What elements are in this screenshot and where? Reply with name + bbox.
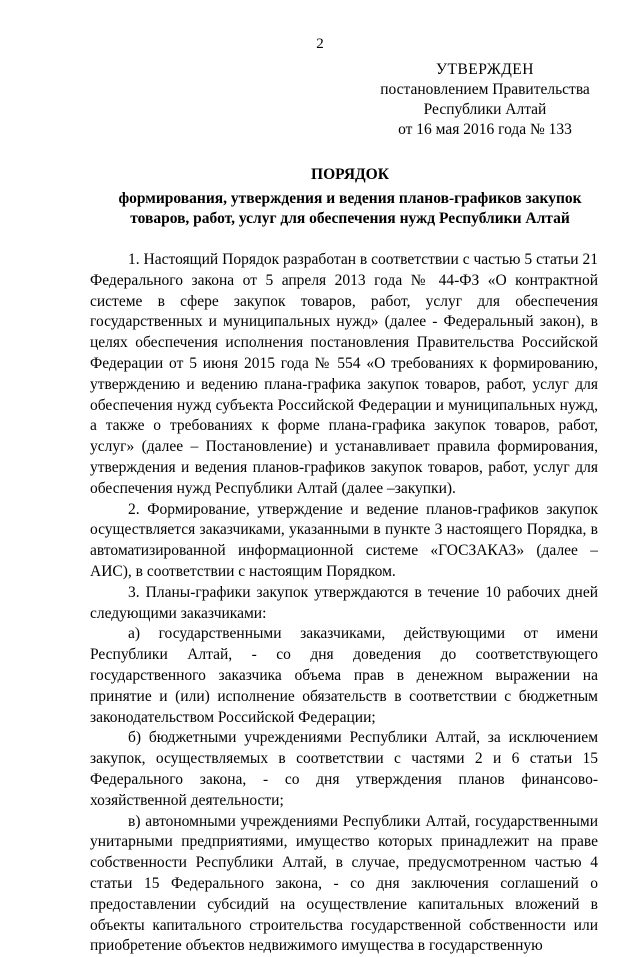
paragraph-3: 3. Планы-графики закупок утверждаются в течение 10 рабочих дней следующими заказчиками: (90, 583, 598, 622)
approval-line-date: от 16 мая 2016 года № 133 (398, 121, 572, 138)
document-title (90, 165, 610, 229)
title-heading: ПОРЯДОК (311, 166, 389, 183)
paragraph-2: 2. Формирование, утверждение и ведение планов-графиков закупок осуществляется заказчиками, указанными в пункте 3 настоящего Порядка, в автоматизированной информационной системе «ГОСЗАКАЗ» (далее – АИС), в соответствии с настоящим Порядком. (90, 500, 598, 580)
document-body (90, 250, 598, 957)
title-line-1: формирования, утверждения и ведения планов-графиков закупок (118, 190, 582, 207)
title-line-2: товаров, работ, услуг для обеспечения нужд Республики Алтай (130, 210, 570, 227)
paragraph-3c: в) автономными учреждениями Республики Алтай, государственными унитарными предприятиями, имущество которых принадлежит на праве собственности Республики Алтай, в случае, предусмотренном частью 4 статьи 15 Федерального закона, - со дня заключения соглашений о предоставлении субсидий на осуществление капитальных вложений в объекты капитального строительства государственной собственности или приобретение объектов недвижимого имущества в государственную (90, 812, 598, 955)
approval-stamp: УТВЕРЖДЕН (436, 61, 534, 78)
paragraph-3b: б) бюджетными учреждениями Республики Алтай, за исключением закупок, осуществляемых в соответствии с частями 2 и 6 статьи 15 Федерального закона, - со дня утверждения планов финансово-хозяйственной деятельности; (90, 729, 598, 809)
paragraph-3a: а) государственными заказчиками, действующими от имени Республики Алтай, - со дня доведения до соответствующего государственного заказчика объема прав в денежном выражении на принятие и (или) исполнение обязательств в соответствии с бюджетным законодательством Российской Федерации; (90, 625, 598, 726)
approval-block (370, 60, 600, 140)
page-number: 2 (316, 36, 324, 52)
approval-line-resolution: постановлением Правительства (380, 81, 590, 98)
approval-line-republic: Республики Алтай (423, 101, 547, 118)
paragraph-1: 1. Настоящий Порядок разработан в соответствии с частью 5 статьи 21 Федерального закона от 5 апреля 2013 года № 44-ФЗ «О контрактной системе в сфере закупок товаров, работ, услуг для обеспечения государственных и муниципальных нужд» (далее - Федеральный закон), в целях обеспечения исполнения постановления Правительства Российской Федерации от 5 июня 2015 года № 554 «О требованиях к формированию, утверждению и ведению плана-графика закупок товаров, работ, услуг для обеспечения нужд субъекта Российской Федерации и муниципальных нужд, а также о требованиях к форме плана-графика закупок товаров, работ, услуг» (далее – Постановление) и устанавливает правила формирования, утверждения и ведения планов-графиков закупок товаров, работ, услуг для обеспечения нужд Республики Алтай (далее –закупки). (90, 251, 598, 497)
